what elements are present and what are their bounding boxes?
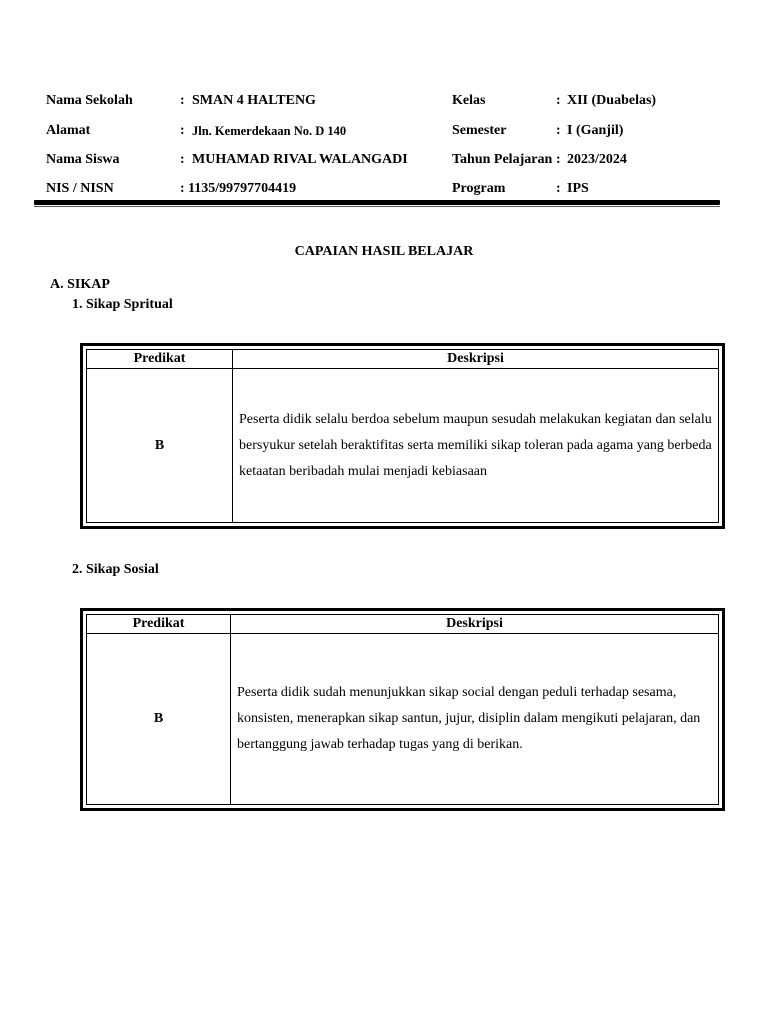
nis-nisn-value: 1135/99797704419 <box>188 181 297 196</box>
address-value: Jln. Kemerdekaan No. D 140 <box>192 124 347 138</box>
deskripsi-text: Peserta didik selalu berdoa sebelum maupun sesudah melakukan kegiatan dan selalu bersyukur setelah beraktifitas serta memiliki sikap toleran pada agama yang berbeda ketaatan beribadah mulai menjadi kebiasaan <box>233 369 719 523</box>
deskripsi-text: Peserta didik sudah menunjukkan sikap social dengan peduli terhadap sesama, konsisten, menerapkan sikap santun, jujur, disiplin dalam mengikuti pelajaran, dan bertanggung jawab terhadap tugas yang di berikan. <box>231 634 719 805</box>
colon: : <box>556 93 561 108</box>
colon: : <box>556 123 561 138</box>
deskripsi-column-header: Deskripsi <box>233 350 719 369</box>
school-name-value: SMAN 4 HALTENG <box>192 93 316 108</box>
social-attitude-table <box>80 608 725 811</box>
colon: : <box>180 152 185 167</box>
table-row <box>87 369 719 523</box>
colon: : <box>180 123 185 138</box>
student-name-label: Nama Siswa <box>46 152 120 167</box>
class-label: Kelas <box>452 93 486 108</box>
page-title: CAPAIAN HASIL BELAJAR <box>294 244 474 259</box>
colon: : <box>180 93 185 108</box>
school-year-label: Tahun Pelajaran <box>452 152 553 167</box>
header-divider <box>34 200 720 205</box>
semester-label: Semester <box>452 123 507 138</box>
program-label: Program <box>452 181 506 196</box>
social-attitude-heading: 2. Sikap Sosial <box>72 562 159 577</box>
colon: : <box>180 181 185 196</box>
predikat-grade: B <box>87 369 233 523</box>
predikat-column-header: Predikat <box>87 350 233 369</box>
semester-value: I (Ganjil) <box>567 123 624 138</box>
spiritual-attitude-heading: 1. Sikap Spritual <box>72 297 173 312</box>
nis-nisn-label: NIS / NISN <box>46 181 114 196</box>
school-year-value: 2023/2024 <box>567 152 627 167</box>
spiritual-attitude-table <box>80 343 725 529</box>
deskripsi-column-header: Deskripsi <box>231 615 719 634</box>
predikat-column-header: Predikat <box>87 615 231 634</box>
colon: : <box>556 152 561 167</box>
student-name-value: MUHAMAD RIVAL WALANGADI <box>192 152 408 167</box>
school-name-label: Nama Sekolah <box>46 93 133 108</box>
colon: : <box>556 181 561 196</box>
program-value: IPS <box>567 181 589 196</box>
predikat-grade: B <box>87 634 231 805</box>
table-row <box>87 634 719 805</box>
header-divider-thin <box>34 206 720 207</box>
section-a-heading: A. SIKAP <box>50 277 110 292</box>
class-value: XII (Duabelas) <box>567 93 657 108</box>
address-label: Alamat <box>46 123 91 138</box>
